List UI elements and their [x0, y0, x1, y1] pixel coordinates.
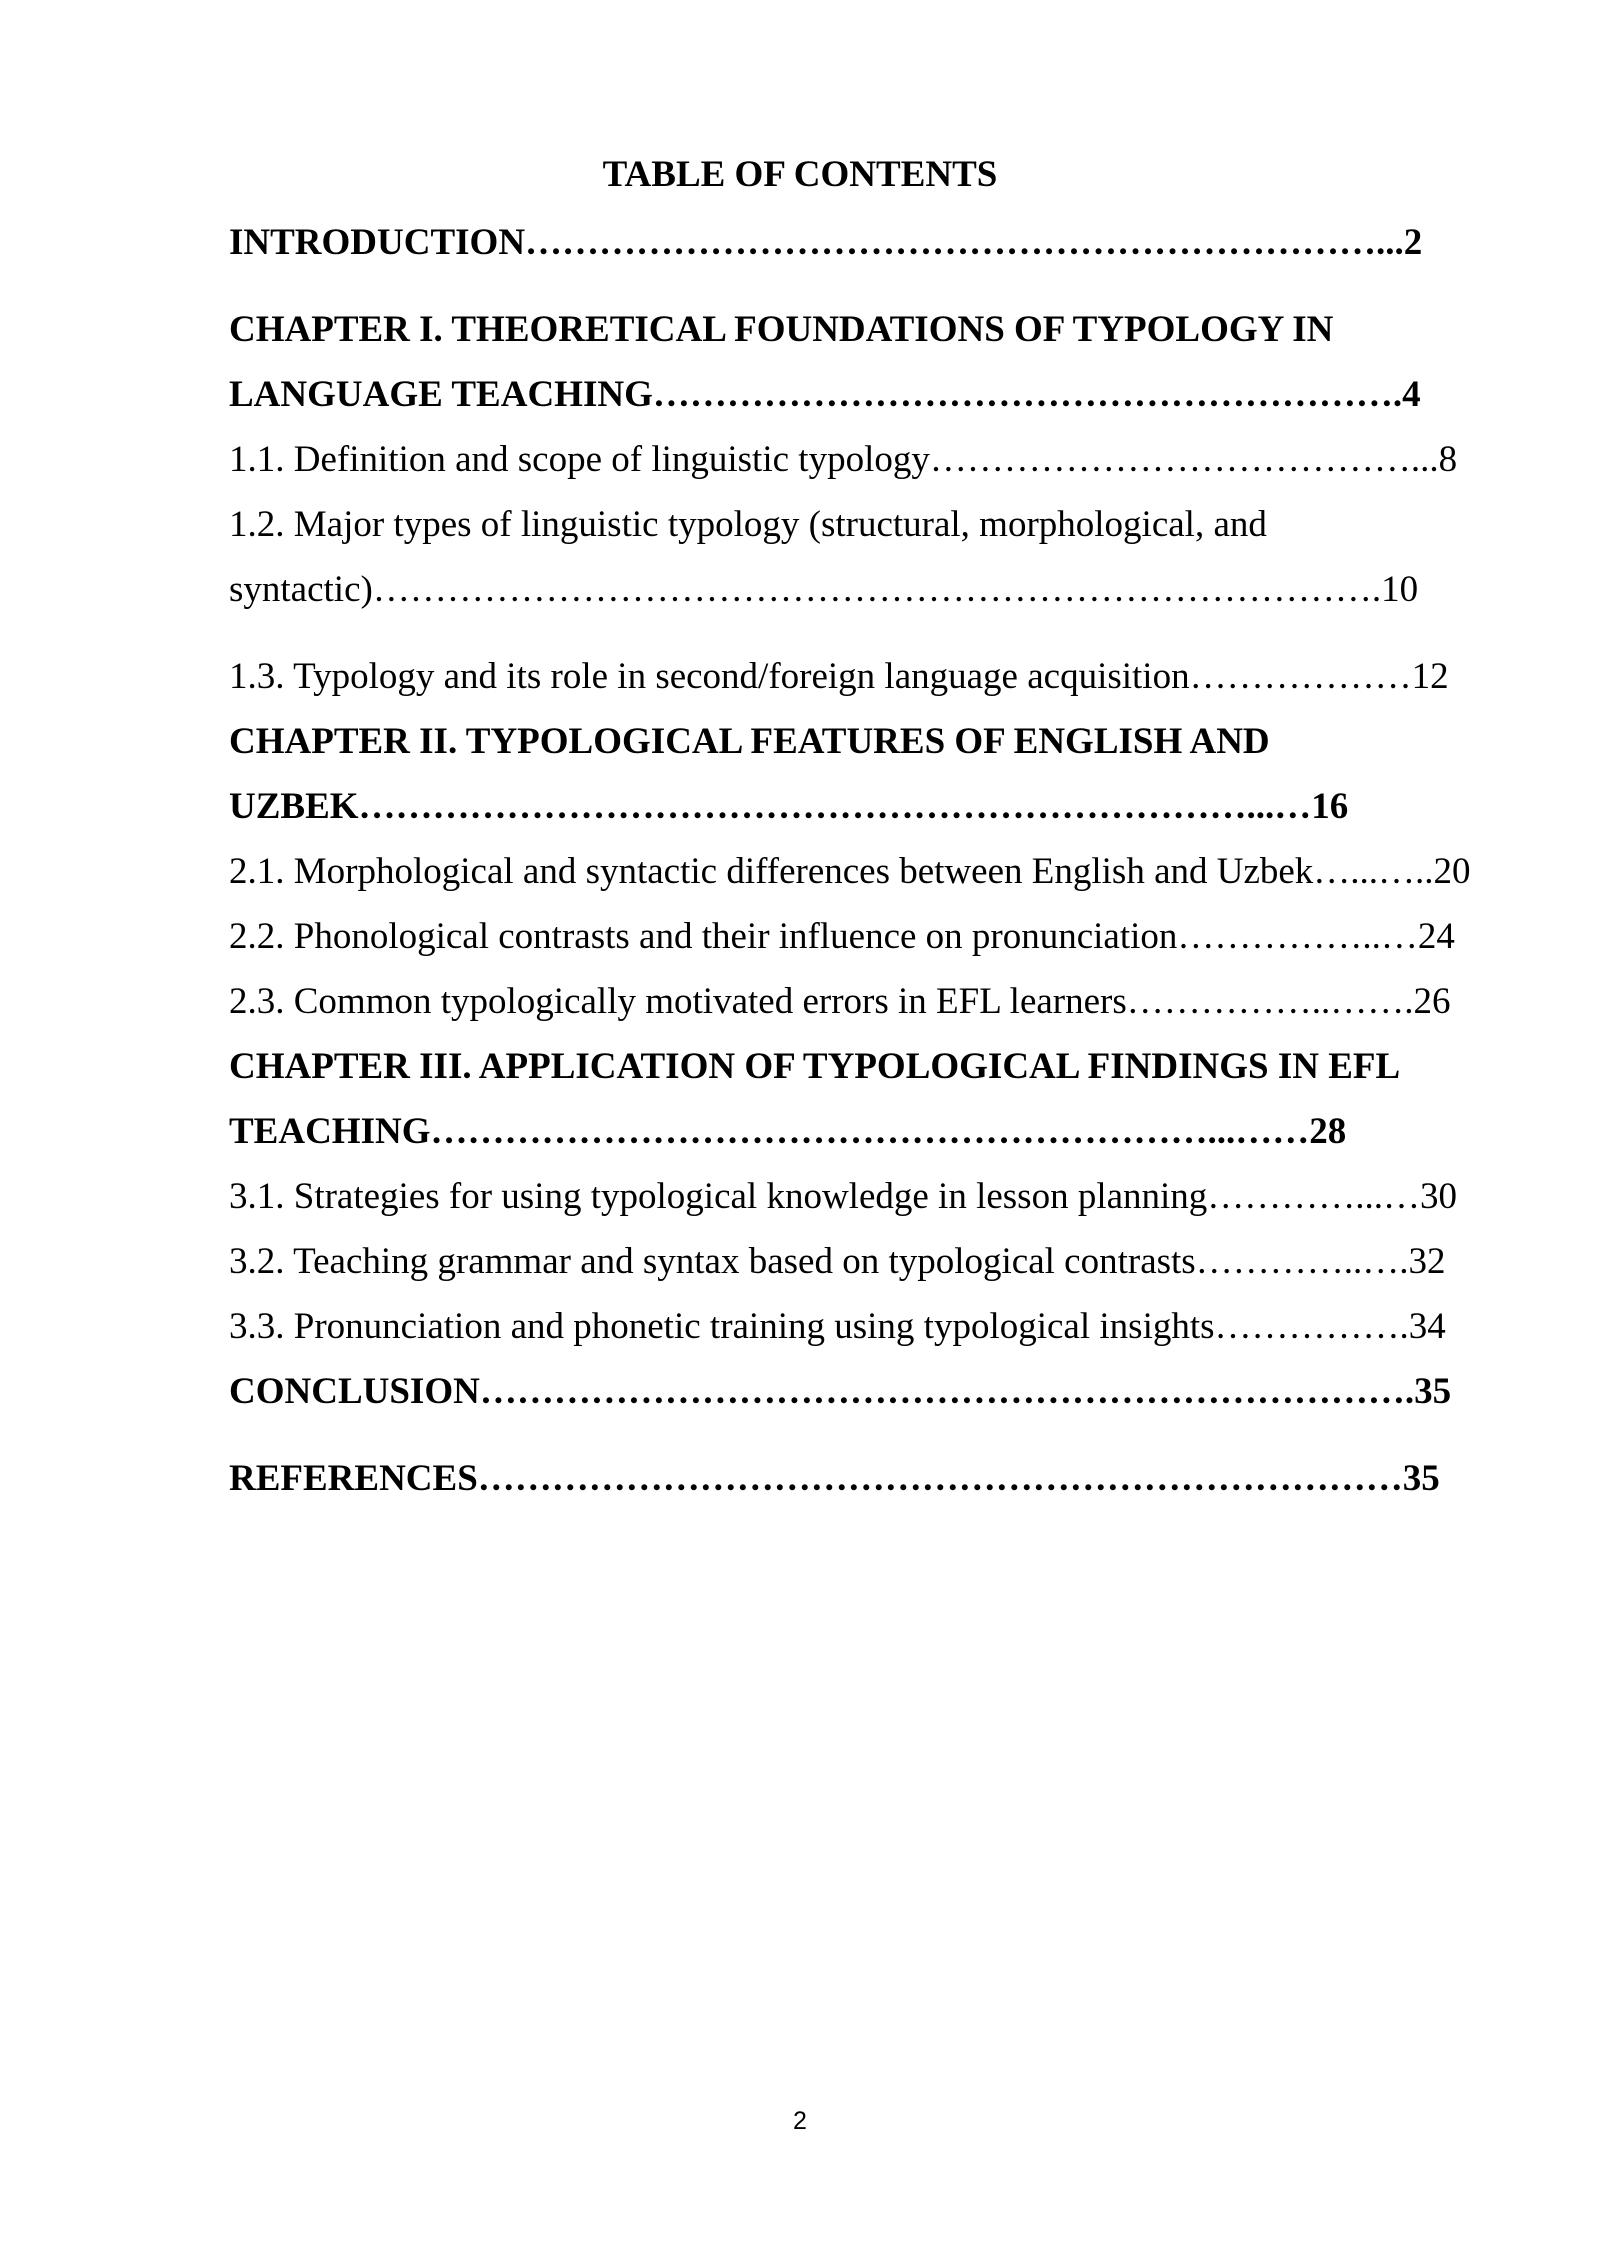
page-number: 2 — [793, 2107, 807, 2135]
toc-entry-chapter-3-line-2: TEACHING………………………………………………………...……28 — [229, 1111, 1347, 1152]
toc-entry-2-1: 2.1. Morphological and syntactic differences between English and Uzbek…...…..20 — [229, 851, 1471, 892]
toc-entry-3-1: 3.1. Strategies for using typological knowledge in lesson planning…………...…30 — [229, 1176, 1458, 1217]
toc-entry-1-1: 1.1. Definition and scope of linguistic typology…………………………………...8 — [229, 439, 1458, 480]
toc-title: TABLE OF CONTENTS — [602, 154, 998, 195]
toc-entry-3-2: 3.2. Teaching grammar and syntax based on typological contrasts…………..….32 — [229, 1241, 1446, 1282]
toc-entry-1-2-line-2: syntactic)……………………………………………………………………….10 — [229, 569, 1419, 610]
toc-entry-1-3: 1.3. Typology and its role in second/foreign language acquisition………………12 — [229, 656, 1449, 697]
toc-entry-2-3: 2.3. Common typologically motivated errors in EFL learners……………..…….26 — [229, 981, 1451, 1022]
toc-entry-chapter-1-line-1: CHAPTER I. THEORETICAL FOUNDATIONS OF TYPOLOGY IN — [229, 309, 1334, 350]
toc-entry-3-3: 3.3. Pronunciation and phonetic training using typological insights…………….34 — [229, 1306, 1446, 1347]
toc-entry-introduction: INTRODUCTION……………………………………………………………...2 — [229, 222, 1423, 263]
toc-entry-references: REFERENCES…………………………………………………………………35 — [229, 1458, 1440, 1499]
toc-entry-chapter-2-line-2: UZBEK………………………………………………………………...…16 — [229, 786, 1349, 827]
toc-entry-conclusion: CONCLUSION………………………………………………………………….35 — [229, 1371, 1452, 1412]
toc-entry-2-2: 2.2. Phonological contrasts and their influence on pronunciation……………..…24 — [229, 916, 1455, 957]
toc-entry-chapter-3-line-1: CHAPTER III. APPLICATION OF TYPOLOGICAL FINDINGS IN EFL — [229, 1046, 1401, 1087]
toc-entry-1-2-line-1: 1.2. Major types of linguistic typology (structural, morphological, and — [229, 504, 1267, 545]
toc-entry-chapter-1-line-2: LANGUAGE TEACHING…………………………………………………….4 — [229, 374, 1421, 415]
toc-entry-chapter-2-line-1: CHAPTER II. TYPOLOGICAL FEATURES OF ENGLISH AND — [229, 721, 1270, 762]
